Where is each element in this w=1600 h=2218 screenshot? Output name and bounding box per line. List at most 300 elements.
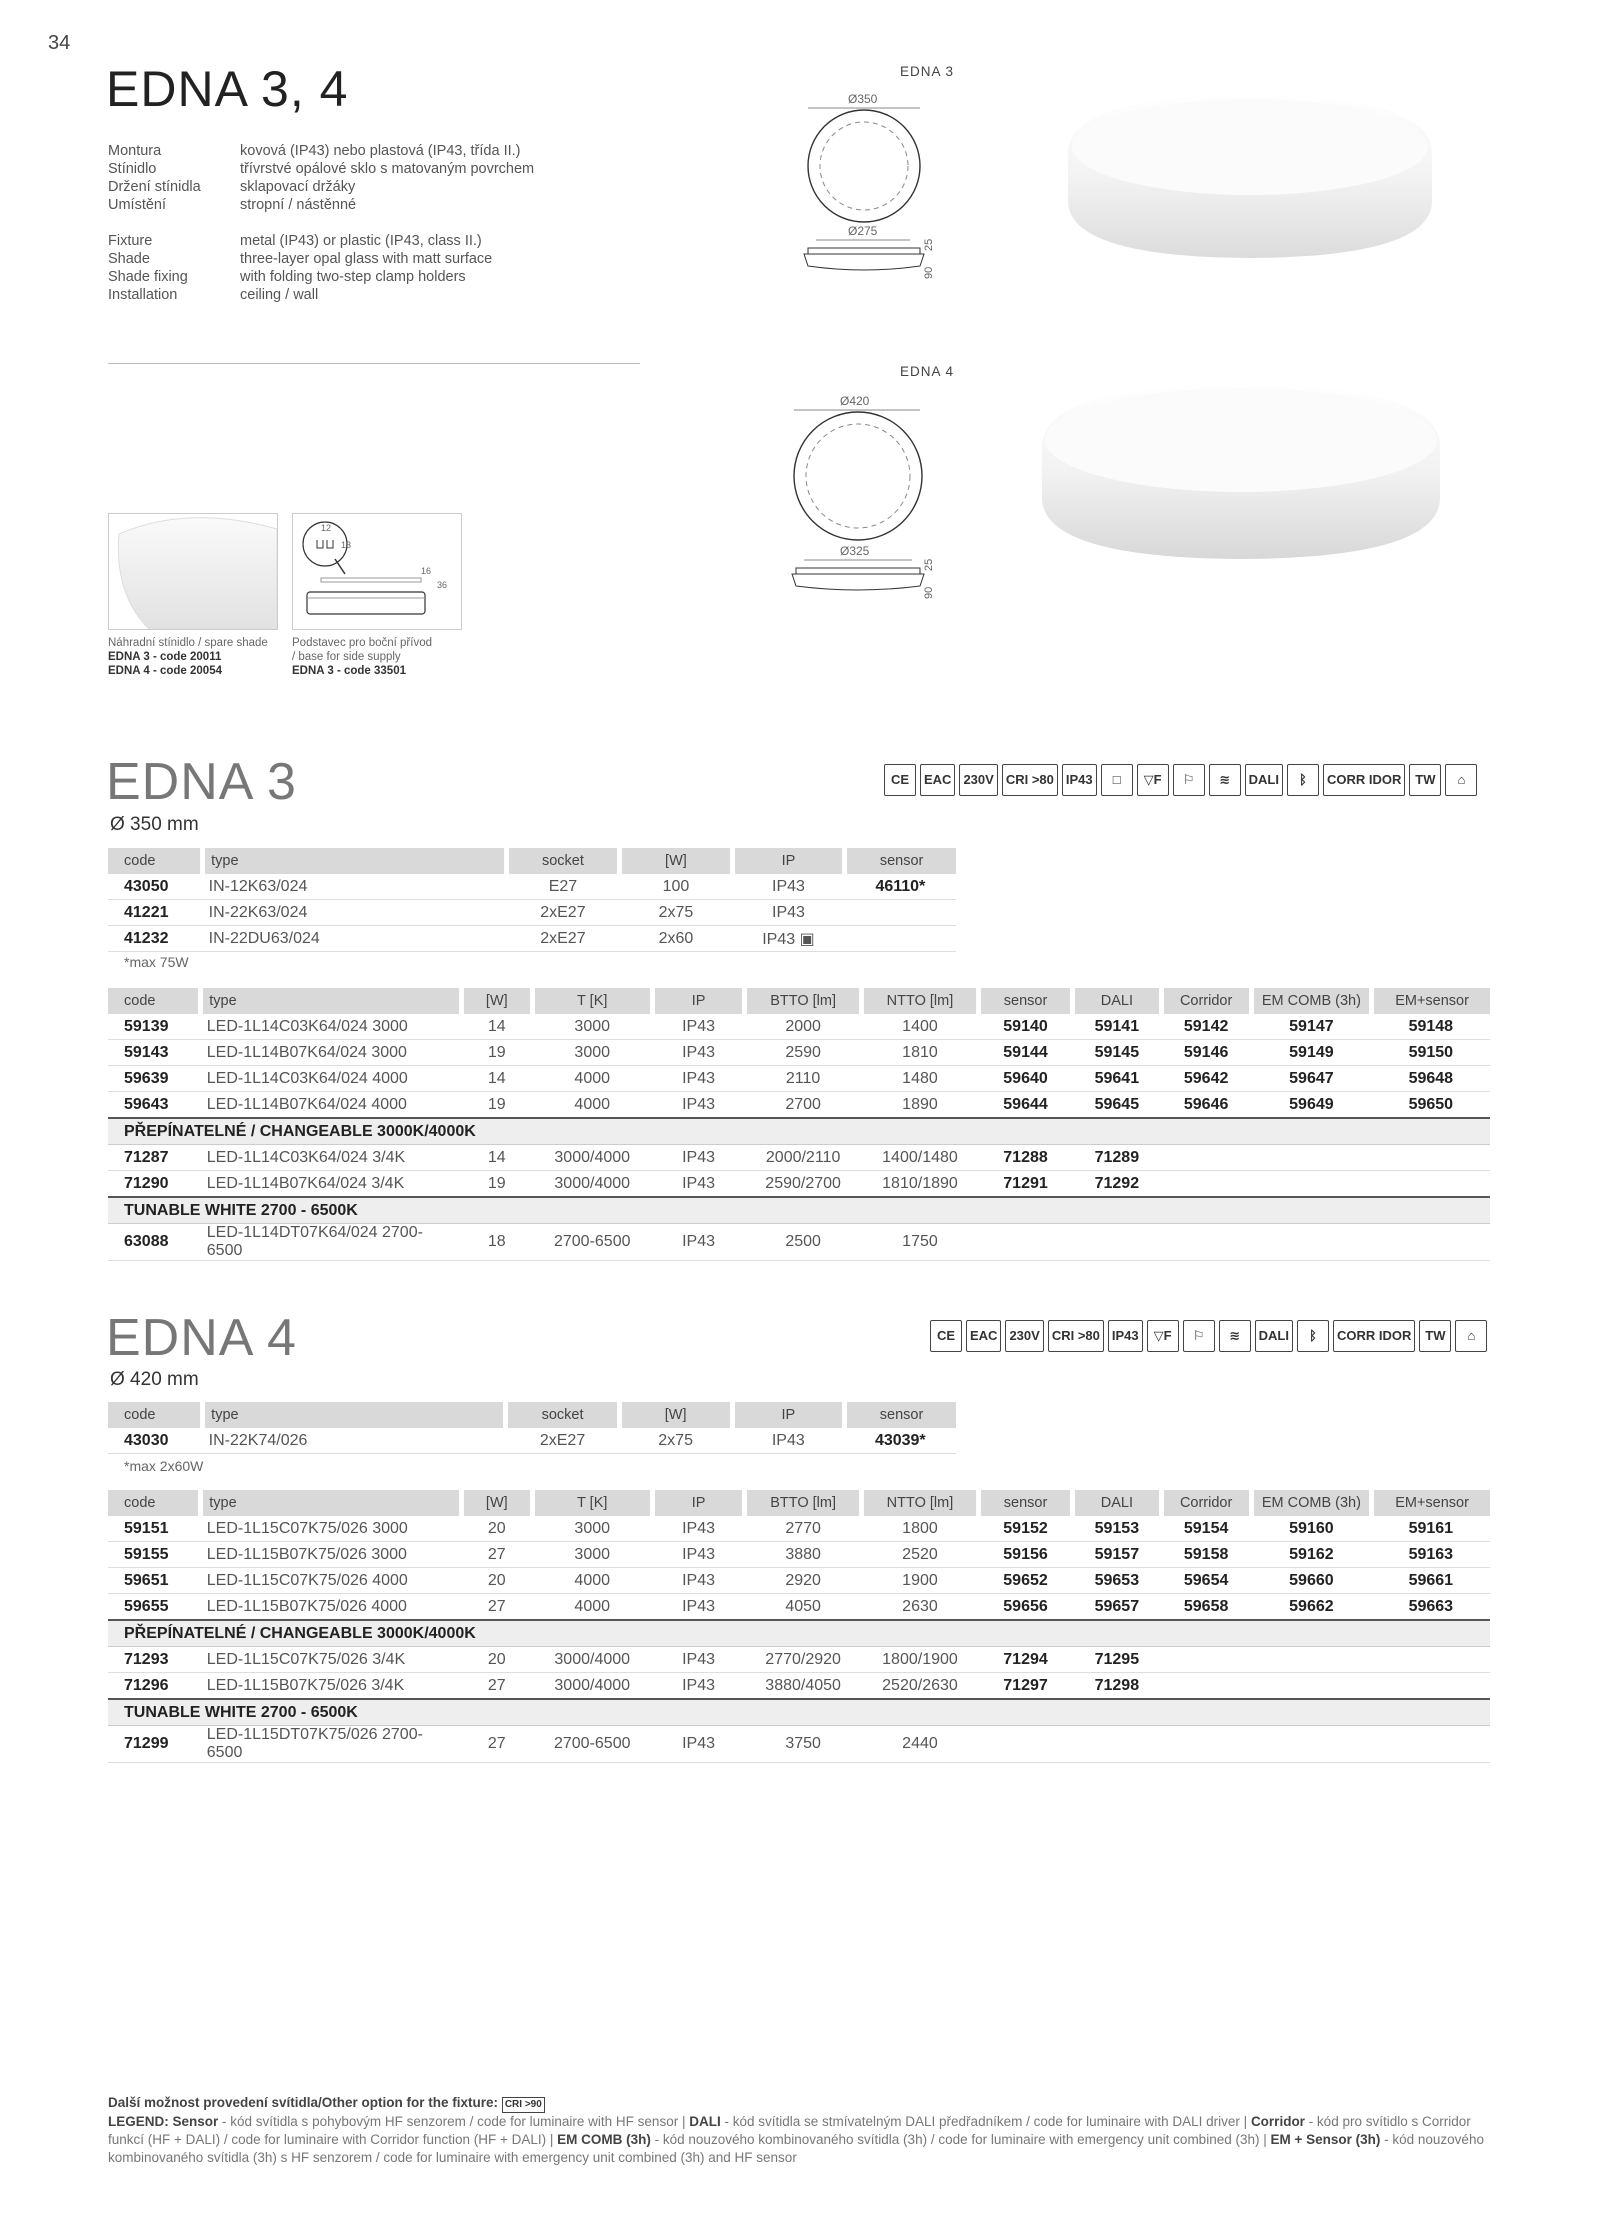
table-cell: 59145 [1073,1040,1161,1066]
col-header: socket [506,1402,619,1428]
table-cell [1251,1145,1372,1171]
dim-label: 12 [321,523,332,533]
col-header: [W] [462,988,533,1014]
cri-90-icon: CRI >90 [502,2097,545,2113]
certification-icon: CORR IDOR [1333,1320,1415,1352]
certification-icon: ⚐ [1183,1320,1215,1352]
table-cell [1161,1171,1251,1198]
table-cell: 59155 [108,1542,201,1568]
table-cell: IP43 [652,1040,744,1066]
spec-value: three-layer opal glass with matt surface [240,251,493,267]
table-cell: 71288 [978,1145,1072,1171]
table-row [108,874,956,900]
table-cell [1161,1647,1251,1673]
certification-icon: EAC [966,1320,1001,1352]
edna3-technical-drawing [790,88,970,288]
table-row [108,1066,1490,1092]
table-cell: 71287 [108,1145,201,1171]
table-cell: 71298 [1073,1673,1161,1700]
table-cell: 59140 [978,1014,1072,1040]
table-row [108,1594,1490,1621]
table-cell: 3000/4000 [532,1171,652,1198]
col-header: type [201,1490,462,1516]
table-cell: 59644 [978,1092,1072,1119]
certification-icon: ≋ [1209,764,1241,796]
table-cell: 71292 [1073,1171,1161,1198]
table-cell: 3000/4000 [532,1145,652,1171]
col-header: T [K] [532,1490,652,1516]
table-row [108,1092,1490,1119]
table-cell: 2000/2110 [745,1145,862,1171]
table-cell: 2700-6500 [532,1224,652,1261]
edna4-product-image [1036,382,1446,562]
spare-shade-caption [108,636,268,678]
table-cell: 2520 [862,1542,979,1568]
col-header: Corridor [1161,988,1251,1014]
dim-label: Ø275 [848,224,878,238]
table-cell: 59658 [1161,1594,1251,1621]
table-cell: 59147 [1251,1014,1372,1040]
table-cell: 41232 [108,926,203,952]
col-header: DALI [1073,1490,1161,1516]
table-cell: 100 [620,874,733,900]
table-group-row [108,1197,1490,1224]
table-row [108,1428,956,1454]
table-cell [1161,1726,1251,1763]
table-cell: IP43 [652,1516,744,1542]
side-supply-base-drawing [292,513,462,630]
table-cell: 59663 [1372,1594,1490,1621]
dim-label: 90 [923,266,935,279]
table-cell [1372,1647,1490,1673]
table-cell: 1750 [862,1224,979,1261]
table-cell: 2x60 [620,926,733,952]
certification-icon: CRI >80 [1002,764,1058,796]
dim-label: 25 [923,238,935,251]
table-cell: 59158 [1161,1542,1251,1568]
spec-value: třívrstvé opálové sklo s matovaným povrchem [240,161,535,177]
table-cell: 59150 [1372,1040,1490,1066]
certification-icon: ▽F [1137,764,1169,796]
table-cell: 43039* [845,1428,956,1454]
table-cell: 59650 [1372,1092,1490,1119]
col-header: EM+sensor [1372,988,1490,1014]
bulb-table-edna4 [108,1402,956,1454]
col-header: code [108,848,203,874]
table-cell: 4000 [532,1568,652,1594]
table-cell: 59661 [1372,1568,1490,1594]
table-cell: 59657 [1073,1594,1161,1621]
dim-label: 16 [421,566,432,576]
table-cell: 2590 [745,1040,862,1066]
table-cell: 59640 [978,1066,1072,1092]
table-cell: 59647 [1251,1066,1372,1092]
table-group-row [108,1620,1490,1647]
table-cell: 59139 [108,1014,201,1040]
caption-line: EDNA 3 - code 33501 [292,665,406,677]
table-cell: 2110 [745,1066,862,1092]
table-cell: LED-1L15C07K75/026 4000 [201,1568,462,1594]
col-header: DALI [1073,988,1161,1014]
table-cell: 59649 [1251,1092,1372,1119]
table-cell: 2x75 [620,900,733,926]
table-group-row [108,1699,1490,1726]
table-cell: 59144 [978,1040,1072,1066]
col-header: IP [652,988,744,1014]
table-cell: LED-1L14DT07K64/024 2700-6500 [201,1224,462,1261]
certification-icon: CRI >80 [1048,1320,1104,1352]
table-cell: 2x75 [619,1428,732,1454]
table-cell [978,1224,1072,1261]
table-cell: LED-1L14C03K64/024 3000 [201,1014,462,1040]
table-cell: 2520/2630 [862,1673,979,1700]
table-cell: 59645 [1073,1092,1161,1119]
col-header: sensor [845,848,956,874]
group-label: TUNABLE WHITE 2700 - 6500K [108,1699,1490,1726]
legend-text: LEGEND: Sensor - kód svítidla s pohybovým HF senzorem / code for luminaire with HF sensor | DALI - kód svítidla se stmívatelným DALI předřadníkem / code for luminaire with DALI driver | Corridor - kód pro svítidlo s Corridor funkcí (HF + DALI) / code for luminaire with Corridor function (HF + DALI) | EM COMB (3h) - kód nouzového kombinovaného svítidla (3h) / code for luminaire with emergency unit combined (3h) | EM + Sensor (3h) - kód nouzového kombinovaného svítidla (3h) s HF senzorem / code for luminaire with emergency unit combined (3h) and HF sensor [108,2114,1484,2165]
table-group-row [108,1118,1490,1145]
table-cell: 2xE27 [506,1428,619,1454]
table-cell: IP43 [652,1224,744,1261]
certification-icon: DALI [1255,1320,1293,1352]
table-cell: 59653 [1073,1568,1161,1594]
table-cell: 18 [462,1224,533,1261]
table-cell: 2590/2700 [745,1171,862,1198]
table-cell: 3750 [745,1726,862,1763]
legend [108,2094,1498,2167]
table-cell: 4000 [532,1066,652,1092]
table-cell: 3880/4050 [745,1673,862,1700]
table-cell: 2700-6500 [532,1726,652,1763]
table-cell [1372,1726,1490,1763]
table-row [108,1726,1490,1763]
table-cell: 59662 [1251,1594,1372,1621]
table-cell: 63088 [108,1224,201,1261]
table-cell: 59652 [978,1568,1072,1594]
table-cell [1073,1224,1161,1261]
table-cell: IN-22DU63/024 [203,926,507,952]
footnote: *max 75W [124,954,189,970]
table-cell: 20 [462,1516,533,1542]
table-cell: 71293 [108,1647,201,1673]
certification-icon: TW [1419,1320,1451,1352]
table-cell: 59162 [1251,1542,1372,1568]
drawing-label-edna3: EDNA 3 [900,64,955,79]
caption-line: Podstavec pro boční přívod [292,637,432,649]
dim-label: 13 [341,540,352,550]
table-cell [1372,1171,1490,1198]
table-cell: 59156 [978,1542,1072,1568]
col-header: EM+sensor [1372,1490,1490,1516]
table-cell [1251,1647,1372,1673]
caption-line: EDNA 3 - code 20011 [108,651,222,663]
page-title: EDNA 3, 4 [106,61,349,117]
col-header: socket [506,848,619,874]
table-cell: IP43 [732,900,845,926]
table-cell [1372,1145,1490,1171]
table-cell [1251,1726,1372,1763]
dim-label: Ø420 [840,394,870,408]
footnote: *max 2x60W [124,1458,204,1474]
table-cell: 1800/1900 [862,1647,979,1673]
certification-icon: IP43 [1062,764,1097,796]
table-cell: 59655 [108,1594,201,1621]
col-header: code [108,1490,201,1516]
table-cell: 71289 [1073,1145,1161,1171]
table-cell: 71290 [108,1171,201,1198]
certification-icon: DALI [1245,764,1283,796]
table-cell: IP43 [652,1145,744,1171]
group-label: PŘEPÍNATELNÉ / CHANGEABLE 3000K/4000K [108,1620,1490,1647]
table-row [108,900,956,926]
table-cell: 71296 [108,1673,201,1700]
col-header: [W] [462,1490,533,1516]
table-cell [1251,1673,1372,1700]
table-row [108,1647,1490,1673]
table-cell: 1810/1890 [862,1171,979,1198]
table-cell: 27 [462,1542,533,1568]
table-cell: 59148 [1372,1014,1490,1040]
certification-icon: ⌂ [1455,1320,1487,1352]
certification-icon: ≋ [1219,1320,1251,1352]
certification-icon: CE [930,1320,962,1352]
table-cell: 1900 [862,1568,979,1594]
spec-value: with folding two-step clamp holders [240,269,466,285]
table-cell: 3000 [532,1516,652,1542]
col-header: NTTO [lm] [862,988,979,1014]
table-cell: 59157 [1073,1542,1161,1568]
certification-icon: ᛒ [1297,1320,1329,1352]
spec-key: Držení stínidla [108,179,201,195]
table-cell [1161,1145,1251,1171]
table-cell: 59143 [108,1040,201,1066]
certification-icon: □ [1101,764,1133,796]
col-header: sensor [845,1402,956,1428]
table-row [108,1568,1490,1594]
certification-icon: 230V [1005,1320,1043,1352]
table-cell [1161,1224,1251,1261]
table-cell: 43030 [108,1428,203,1454]
table-row [108,1673,1490,1700]
dim-label: 90 [923,586,935,599]
certification-icon: CORR IDOR [1323,764,1405,796]
table-cell: 4000 [532,1092,652,1119]
table-cell: 2000 [745,1014,862,1040]
table-cell: 59639 [108,1066,201,1092]
col-header: EM COMB (3h) [1251,1490,1372,1516]
certification-icon: IP43 [1108,1320,1143,1352]
dim-label: 25 [923,558,935,571]
section-diameter-edna4: Ø 420 mm [110,1369,199,1390]
table-cell: 19 [462,1171,533,1198]
spec-value: kovová (IP43) nebo plastová (IP43, třída II.) [240,143,521,159]
certification-icon: ▽F [1147,1320,1179,1352]
table-cell: 59153 [1073,1516,1161,1542]
table-cell: IP43 [652,1673,744,1700]
table-cell: 59654 [1161,1568,1251,1594]
table-row [108,1224,1490,1261]
table-cell: 2500 [745,1224,862,1261]
table-cell: 59641 [1073,1066,1161,1092]
table-header-row [108,1490,1490,1516]
table-cell: 59146 [1161,1040,1251,1066]
table-cell: 2xE27 [506,926,619,952]
table-cell: 2630 [862,1594,979,1621]
led-table-edna4 [108,1490,1490,1763]
spec-list [108,142,534,304]
col-header: IP [732,848,845,874]
table-cell: 59651 [108,1568,201,1594]
table-cell: 2770 [745,1516,862,1542]
table-cell [845,926,956,952]
dim-label: Ø350 [848,92,878,106]
table-cell: 59154 [1161,1516,1251,1542]
table-cell: IN-22K63/024 [203,900,507,926]
section-title-edna3: EDNA 3 [106,753,297,811]
group-label: TUNABLE WHITE 2700 - 6500K [108,1197,1490,1224]
table-cell: IP43 [652,1594,744,1621]
table-cell [1073,1726,1161,1763]
table-cell: 3000 [532,1542,652,1568]
table-cell: 1400 [862,1014,979,1040]
table-cell: 59142 [1161,1014,1251,1040]
table-cell [978,1726,1072,1763]
spec-key: Shade fixing [108,269,188,285]
table-cell: E27 [506,874,619,900]
spare-shade-image [108,513,278,630]
table-cell: LED-1L14C03K64/024 3/4K [201,1145,462,1171]
table-cell: 59149 [1251,1040,1372,1066]
table-cell: 59660 [1251,1568,1372,1594]
col-header: code [108,988,201,1014]
edna3-product-image [1060,92,1440,262]
table-cell [1161,1673,1251,1700]
col-header: type [203,848,507,874]
table-cell [1372,1673,1490,1700]
spec-value: ceiling / wall [240,287,319,303]
table-cell: 59141 [1073,1014,1161,1040]
table-cell: 59648 [1372,1066,1490,1092]
table-cell: 71294 [978,1647,1072,1673]
table-cell: 27 [462,1726,533,1763]
table-cell [1372,1224,1490,1261]
table-header-row [108,848,956,874]
table-cell: 59151 [108,1516,201,1542]
caption-line: / base for side supply [292,651,401,663]
table-cell: 46110* [845,874,956,900]
table-row [108,1014,1490,1040]
table-cell: 1890 [862,1092,979,1119]
table-cell: 3000/4000 [532,1647,652,1673]
col-header: type [203,1402,506,1428]
certification-icon: ⌂ [1445,764,1477,796]
table-cell: 2920 [745,1568,862,1594]
table-row [108,926,956,952]
table-cell: IP43 [652,1171,744,1198]
table-cell: IN-22K74/026 [203,1428,506,1454]
table-cell: IP43 [652,1568,744,1594]
table-cell: 71295 [1073,1647,1161,1673]
table-cell: 3000 [532,1040,652,1066]
drawing-label-edna4: EDNA 4 [900,364,955,379]
spec-key: Fixture [108,233,153,249]
dim-label: 36 [437,580,448,590]
table-cell: 2770/2920 [745,1647,862,1673]
edna4-technical-drawing [780,388,970,608]
certification-icon: TW [1409,764,1441,796]
table-cell: LED-1L14B07K64/024 3/4K [201,1171,462,1198]
table-cell: 59160 [1251,1516,1372,1542]
table-row [108,1145,1490,1171]
certification-icons-edna3 [884,764,1477,796]
table-cell: LED-1L15B07K75/026 3/4K [201,1673,462,1700]
col-header: Corridor [1161,1490,1251,1516]
page-number: 34 [48,32,71,54]
table-cell: 2440 [862,1726,979,1763]
table-cell: 59152 [978,1516,1072,1542]
table-cell: 59163 [1372,1542,1490,1568]
caption-line: EDNA 4 - code 20054 [108,665,222,677]
table-cell: 20 [462,1647,533,1673]
table-cell: LED-1L14B07K64/024 4000 [201,1092,462,1119]
spec-key: Installation [108,287,178,303]
caption-line: Náhradní stínidlo / spare shade [108,637,268,649]
table-cell: IP43 [652,1647,744,1673]
table-cell: 19 [462,1040,533,1066]
table-cell: 1810 [862,1040,979,1066]
table-cell: IP43 [652,1542,744,1568]
table-cell: 1800 [862,1516,979,1542]
table-cell: 27 [462,1594,533,1621]
table-row [108,1040,1490,1066]
dim-label: Ø325 [840,544,870,558]
group-label: PŘEPÍNATELNÉ / CHANGEABLE 3000K/4000K [108,1118,1490,1145]
table-cell: 20 [462,1568,533,1594]
table-row [108,1516,1490,1542]
certification-icon: CE [884,764,916,796]
spec-key: Umístění [108,197,167,213]
col-header: BTTO [lm] [745,988,862,1014]
col-header: code [108,1402,203,1428]
table-cell: IP43 [652,1726,744,1763]
table-cell: IP43 [652,1014,744,1040]
table-cell: 59646 [1161,1092,1251,1119]
spec-key: Montura [108,143,162,159]
table-cell: 1400/1480 [862,1145,979,1171]
col-header: IP [732,1402,845,1428]
table-cell: 4000 [532,1594,652,1621]
certification-icons-edna4 [930,1320,1487,1352]
col-header: type [201,988,462,1014]
col-header: [W] [620,848,733,874]
certification-icon: EAC [920,764,955,796]
table-cell: 71299 [108,1726,201,1763]
table-cell: IP43 [652,1092,744,1119]
certification-icon: ⚐ [1173,764,1205,796]
table-cell: LED-1L15C07K75/026 3/4K [201,1647,462,1673]
col-header: IP [652,1490,744,1516]
table-cell [845,900,956,926]
table-cell: 71297 [978,1673,1072,1700]
table-cell: 2700 [745,1092,862,1119]
section-title-edna4: EDNA 4 [106,1309,297,1367]
table-header-row [108,988,1490,1014]
col-header: sensor [978,1490,1072,1516]
table-cell: 3000 [532,1014,652,1040]
base-caption [292,636,432,678]
table-cell: 4050 [745,1594,862,1621]
table-cell: LED-1L15C07K75/026 3000 [201,1516,462,1542]
